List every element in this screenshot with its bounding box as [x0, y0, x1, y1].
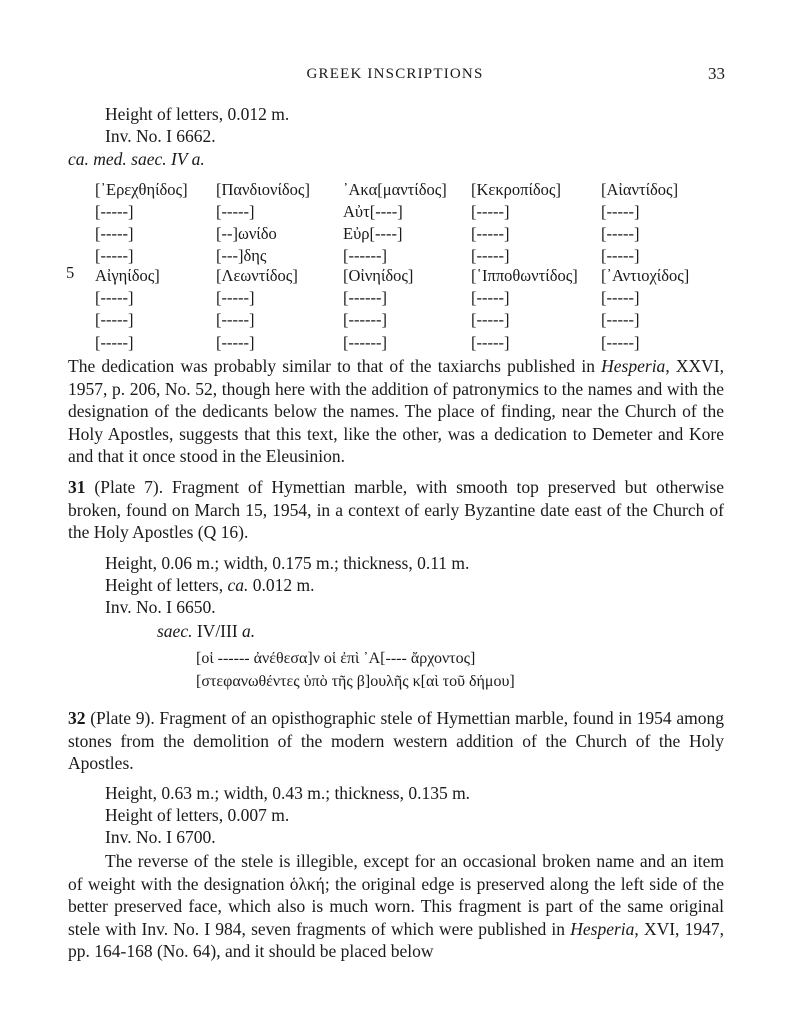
entry-31: [68, 476, 724, 544]
table-cell: [-----]: [95, 224, 134, 243]
table-cell: [᾿Αντιοχίδος]: [601, 266, 690, 285]
entry-32: [68, 707, 724, 775]
table-cell: [-----]: [95, 288, 134, 307]
date-31-b: IV/III: [196, 621, 238, 641]
table-cell: [-----]: [601, 310, 640, 329]
entry-31-description: (Plate 7). Fragment of Hymettian marble, with smooth top preserved but otherwise broken, found on March 15, 1954, in a context of early Byzantine date east of the Church of the Holy Apostles (Q 16).: [68, 477, 724, 542]
entry-32-description: (Plate 9). Fragment of an opisthographic stele of Hymettian marble, found in 1954 among stones from the demolition of the modern western addition of the Church of the Holy Apostles.: [68, 708, 724, 773]
table-cell: [---]δης: [216, 246, 267, 265]
entry-31-number: 31: [68, 477, 86, 497]
table-cell: ᾿Ακα[μαντίδος]: [343, 180, 447, 199]
table-cell: [῾Ιπποθωντίδος]: [471, 266, 578, 285]
date-31: [157, 620, 255, 642]
letter-height-31-a: Height of letters,: [105, 575, 224, 595]
date-31-a: saec.: [157, 621, 193, 641]
letter-height-31-b: 0.012 m.: [252, 575, 315, 595]
table-cell: [-----]: [471, 288, 510, 307]
table-cell: Εὐρ[----]: [343, 224, 403, 243]
table-cell: [-----]: [471, 310, 510, 329]
table-cell: [-----]: [95, 310, 134, 329]
dimensions-31: Height, 0.06 m.; width, 0.175 m.; thickness, 0.11 m.: [105, 553, 470, 573]
date-31-c: a.: [242, 621, 256, 641]
table-cell: [Αἰαντίδος]: [601, 180, 679, 199]
table-cell: [-----]: [95, 333, 134, 352]
paragraph-32: [68, 850, 724, 963]
table-cell: [-----]: [471, 333, 510, 352]
running-header-title: GREEK INSCRIPTIONS: [306, 66, 484, 82]
letter-height-31-ca: ca.: [227, 575, 249, 595]
table-cell: [Οἰνηίδος]: [343, 266, 414, 285]
table-cell: [------]: [343, 246, 387, 265]
table-cell: [-----]: [471, 202, 510, 221]
table-cell: Αὐτ[----]: [343, 202, 403, 221]
letter-height-31: [105, 574, 315, 596]
journal-title: Hesperia: [601, 356, 666, 376]
table-cell: [------]: [343, 333, 387, 352]
table-cell: [-----]: [471, 246, 510, 265]
table-cell: [᾿Ερεχθηίδος]: [95, 180, 188, 199]
page-number: 33: [708, 64, 725, 83]
table-cell: [Λεωντίδος]: [216, 266, 298, 285]
table-cell: [-----]: [95, 246, 134, 265]
table-cell: [------]: [343, 310, 387, 329]
table-cell: [-----]: [601, 202, 640, 221]
table-cell: [-----]: [216, 333, 255, 352]
table-cell: [Κεκροπίδος]: [471, 180, 561, 199]
table-cell: [Πανδιονίδος]: [216, 180, 310, 199]
table-cell: [-----]: [601, 333, 640, 352]
inscription-31-line-2: [στεφανωθέντες ὑπὸ τῆς β]ουλῆς κ[αὶ τοῦ δήμου]: [196, 673, 515, 690]
table-cell: [-----]: [95, 202, 134, 221]
table-cell: [-----]: [471, 224, 510, 243]
table-cell: [--]ωνίδο: [216, 224, 277, 243]
table-cell: [-----]: [216, 310, 255, 329]
paragraph-30-text-b: , XXVI, 1957, p. 206, No. 52, though here with the addition of patronymics to the names and with the designation of the dedicants below the names. The place of finding, near the Church of the Holy Apostles, suggests that this text, like the other, was a dedication to Demeter and Kore and that it once stood in the Eleusinion.: [68, 356, 725, 466]
inventory-number-30: Inv. No. I 6662.: [105, 126, 216, 146]
inventory-number-31: Inv. No. I 6650.: [105, 597, 216, 617]
entry-32-number: 32: [68, 708, 86, 728]
letter-height-30: Height of letters, 0.012 m.: [105, 104, 290, 124]
paragraph-30-text-a: The dedication was probably similar to that of the taxiarchs published in: [68, 356, 595, 376]
table-cell: [-----]: [601, 288, 640, 307]
inscription-31-line-1: [οἱ ------ ἀνέθεσα]ν οἱ ἐπὶ ᾿Α[---- ἄρχοντος]: [196, 650, 476, 667]
table-cell: [-----]: [601, 246, 640, 265]
inventory-number-32: Inv. No. I 6700.: [105, 827, 216, 847]
table-cell: Αἰγηίδος]: [95, 266, 160, 285]
journal-title-2: Hesperia: [570, 918, 635, 939]
date-30: ca. med. saec. IV a.: [68, 149, 205, 169]
paragraph-32-text-b: , XVI, 1947, pp. 164-168 (No. 64), and it should be placed below: [68, 918, 724, 961]
table-cell: [-----]: [601, 224, 640, 243]
table-cell: [------]: [343, 288, 387, 307]
paragraph-30: [68, 355, 724, 468]
letter-height-32: Height of letters, 0.007 m.: [105, 805, 290, 825]
dimensions-32: Height, 0.63 m.; width, 0.43 m.; thickness, 0.135 m.: [105, 783, 471, 803]
paragraph-32-text-a: The reverse of the stele is illegible, except for an occasional broken name and an item of weight with the designation ὁλκή; the original edge is preserved along the left side of the better preserved face, which also is much worn. This fragment is part of the same original stele with Inv. No. I 984, seven fragments of which were published in: [68, 851, 724, 939]
table-cell: [-----]: [216, 288, 255, 307]
table-cell: [-----]: [216, 202, 255, 221]
line-number: 5: [66, 263, 75, 282]
